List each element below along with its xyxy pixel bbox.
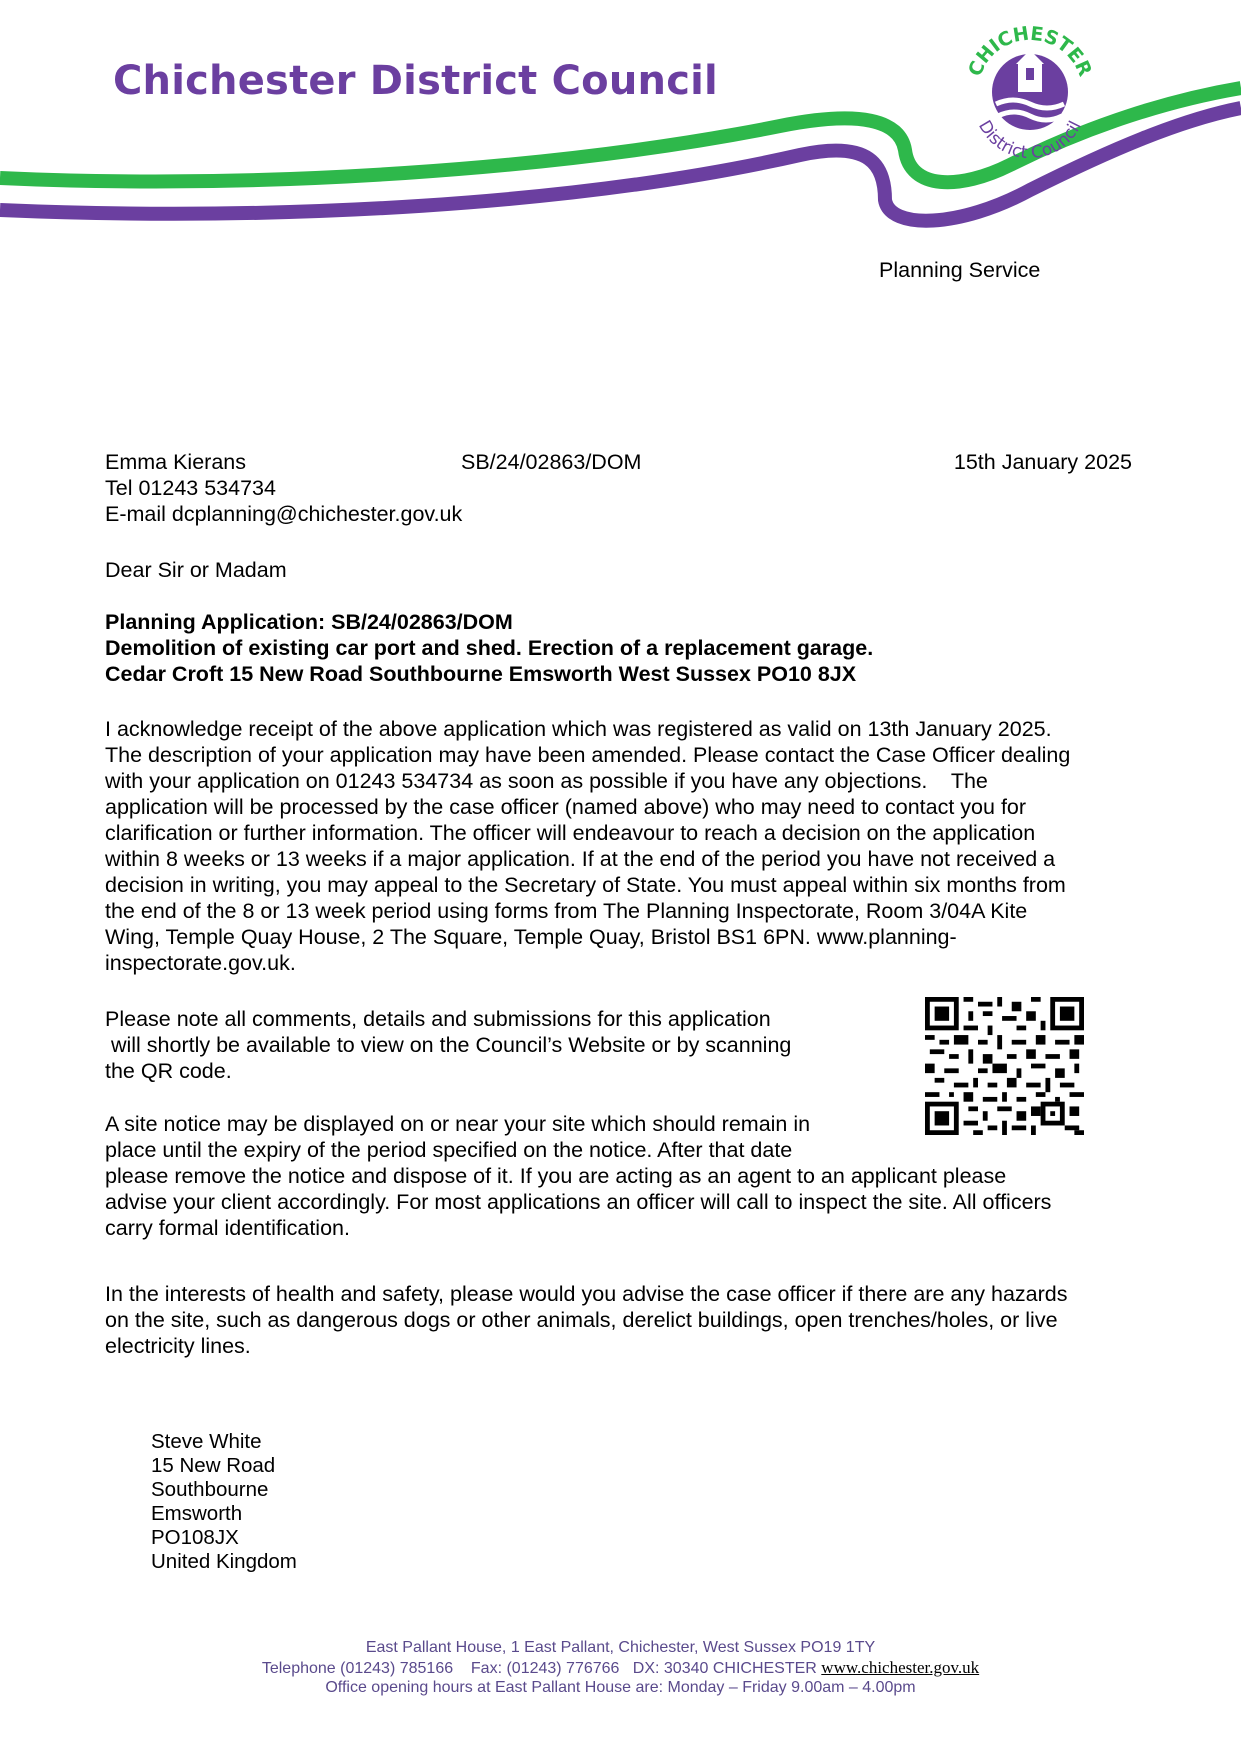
text-line: The description of your application may have been amended. Please contact the Case Officer dealing [105,743,1071,767]
text-line: please remove the notice and dispose of it. If you are acting as an agent to an applicant please [105,1164,1007,1188]
address-line: Emsworth [151,1502,243,1525]
text-line: within 8 weeks or 13 weeks if a major application. If at the end of the period you have not received a [105,847,1056,871]
qr-code-icon[interactable] [925,997,1084,1135]
text-line: application will be processed by the case officer (named above) who may need to contact you for [105,795,1027,819]
paragraph-site-notice-start [105,1111,865,1163]
footer-contact-numbers: Telephone (01243) 785166 Fax: (01243) 776766 DX: 30340 CHICHESTER [261,1659,822,1677]
service-name: Planning Service [879,258,1041,282]
paragraph-acknowledgement [105,716,1150,976]
text-line: the end of the 8 or 13 week period using forms from The Planning Inspectorate, Room 3/04A Kite [105,899,1028,923]
text-line: advise your client accordingly. For most applications an officer will call to inspect the site. All officers [105,1190,1052,1214]
text-line: place until the expiry of the period specified on the notice. After that date [105,1138,793,1162]
paragraph-health-safety [105,1281,1150,1359]
text-line: A site notice may be displayed on or near your site which should remain in [105,1112,811,1136]
paragraph-website-notice [105,1006,865,1084]
text-line: clarification or further information. The officer will endeavour to reach a decision on the application [105,821,1036,845]
letter-date: 15th January 2025 [953,450,1132,474]
text-line: Wing, Temple Quay House, 2 The Square, Temple Quay, Bristol BS1 6PN. www.planning- [105,925,957,949]
text-line: Please note all comments, details and submissions for this application [105,1007,771,1031]
address-line: PO108JX [151,1526,239,1549]
subject-block [105,609,873,687]
text-line: inspectorate.gov.uk. [105,951,296,975]
recipient-address [151,1430,297,1574]
text-line: the QR code. [105,1059,232,1083]
footer-opening-hours: Office opening hours at East Pallant House are: Monday – Friday 9.00am – 4.00pm [325,1679,916,1696]
council-logo [960,22,1100,162]
logo-text-bottom: District Council [974,117,1086,162]
text-line: In the interests of health and safety, please would you advise the case officer if there are any hazards [105,1282,1068,1306]
text-line: decision in writing, you may appeal to the Secretary of State. You must appeal within six months from [105,873,1066,897]
council-name: Chichester District Council [113,58,718,104]
officer-email: E-mail dcplanning@chichester.gov.uk [105,502,463,526]
address-line: Southbourne [151,1478,269,1501]
text-line: electricity lines. [105,1334,251,1358]
subject-line-description: Demolition of existing car port and shed. Erection of a replacement garage. [105,636,874,660]
salutation: Dear Sir or Madam [105,558,287,582]
footer-contact [0,1658,1241,1679]
officer-name: Emma Kierans [105,450,246,474]
address-line: 15 New Road [151,1454,276,1477]
reference-number: SB/24/02863/DOM [461,450,642,474]
text-line: I acknowledge receipt of the above application which was registered as valid on 13th January 2025. [105,717,1052,741]
subject-line-application: Planning Application: SB/24/02863/DOM [105,610,513,634]
footer-website-link[interactable]: www.chichester.gov.uk [821,1657,980,1677]
logo-text-top: CHICHESTER [964,22,1096,80]
officer-tel: Tel 01243 534734 [105,476,276,500]
paragraph-site-notice-end [105,1163,1150,1241]
text-line: carry formal identification. [105,1216,350,1240]
subject-line-address: Cedar Croft 15 New Road Southbourne Emsworth West Sussex PO10 8JX [105,662,857,686]
footer-address: East Pallant House, 1 East Pallant, Chichester, West Sussex PO19 1TY [365,1639,876,1656]
footer [0,1638,1241,1698]
officer-details [105,449,462,527]
address-line: Steve White [151,1430,262,1453]
text-line: will shortly be available to view on the Council’s Website or by scanning [105,1033,792,1057]
text-line: with your application on 01243 534734 as soon as possible if you have any objections. The [105,769,988,793]
text-line: on the site, such as dangerous dogs or other animals, derelict buildings, open trenches/holes, or live [105,1308,1058,1332]
address-line: United Kingdom [151,1550,297,1573]
